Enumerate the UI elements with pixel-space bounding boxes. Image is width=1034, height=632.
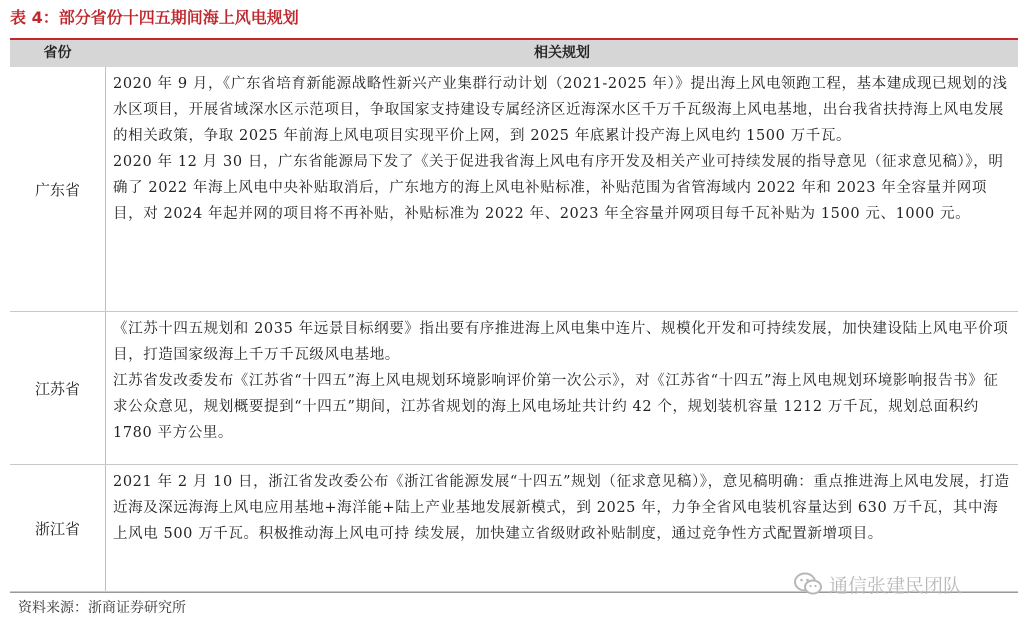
province-cell: 江苏省 [34,379,80,398]
table-title: 表 4：部分省份十四五期间海上风电规划 [10,8,299,27]
table-row-jiangsu [10,312,1018,465]
header-province: 省份 [43,45,72,61]
source-note: 资料来源：浙商证券研究所 [18,600,186,616]
plan-cell [113,316,1011,446]
plan-paragraph: 2020 年 12 月 30 日，广东省能源局下发了《关于促进我省海上风电有序开发及相关产业可持续发展的指导意见（征求意见稿）》，明确了 2022 年海上风电中央补贴取消后，广东地方的海上风电补贴标准，补贴范围为省管海域内 2022 年和 2023 年全容量并网项目，对 2024 年起并网的项目将不再补贴，补贴标准为 2022 年、2023 年全容量并网项目每千瓦补贴为 1500 元、1000 元。 [113,154,1004,222]
header-plan: 相关规划 [534,45,590,61]
watermark-text: 通信张建民团队 [829,574,963,597]
wechat-icon [793,571,823,597]
plan-cell [113,469,1011,547]
plan-paragraph: 江苏省发改委发布《江苏省“十四五”海上风电规划环境影响评价第一次公示》，对《江苏省“十四五”海上风电规划环境影响报告书》征求公众意见，规划概要提到“十四五”期间，江苏省规划的海上风电场址共计约 42 个，规划装机容量 1212 万千瓦，规划总面积约 1780 平方公里。 [113,373,999,441]
table-row-guangdong [10,67,1018,312]
watermark [793,567,962,601]
plan-paragraph: 2021 年 2 月 10 日，浙江省发改委公布《浙江省能源发展“十四五”规划（征求意见稿）》，意见稿明确：重点推进海上风电发展，打造近海及深远海海上风电应用基地+海洋能+陆上产业基地发展新模式，到 2025 年，力争全省风电装机容量达到 630 万千瓦，其中海上风电 500 万千瓦。积极推动海上风电可持 续发展，加快建立省级财政补贴制度，通过竞争性方式配置新增项目。 [113,474,1010,542]
plan-paragraph: 2020 年 9 月，《广东省培育新能源战略性新兴产业集群行动计划（2021-2025 年）》提出海上风电领跑工程，基本建成现已规划的浅水区项目，开展省域深水区示范项目，争取国家支持建设专属经济区近海深水区千万千瓦级海上风电基地，出台我省扶持海上风电发展的相关政策，争取 2025 年前海上风电项目实现平价上网，到 2025 年底累计投产海上风电约 1500 万千瓦。 [113,76,1008,144]
plan-cell [113,71,1011,227]
plan-paragraph: 《江苏十四五规划和 2035 年远景目标纲要》指出要有序推进海上风电集中连片、规模化开发和可持续发展，加快建设陆上风电平价项目，打造国家级海上千万千瓦级风电基地。 [113,321,1009,363]
province-cell: 浙江省 [34,519,80,538]
table-header [10,40,1018,67]
province-cell: 广东省 [34,180,80,199]
